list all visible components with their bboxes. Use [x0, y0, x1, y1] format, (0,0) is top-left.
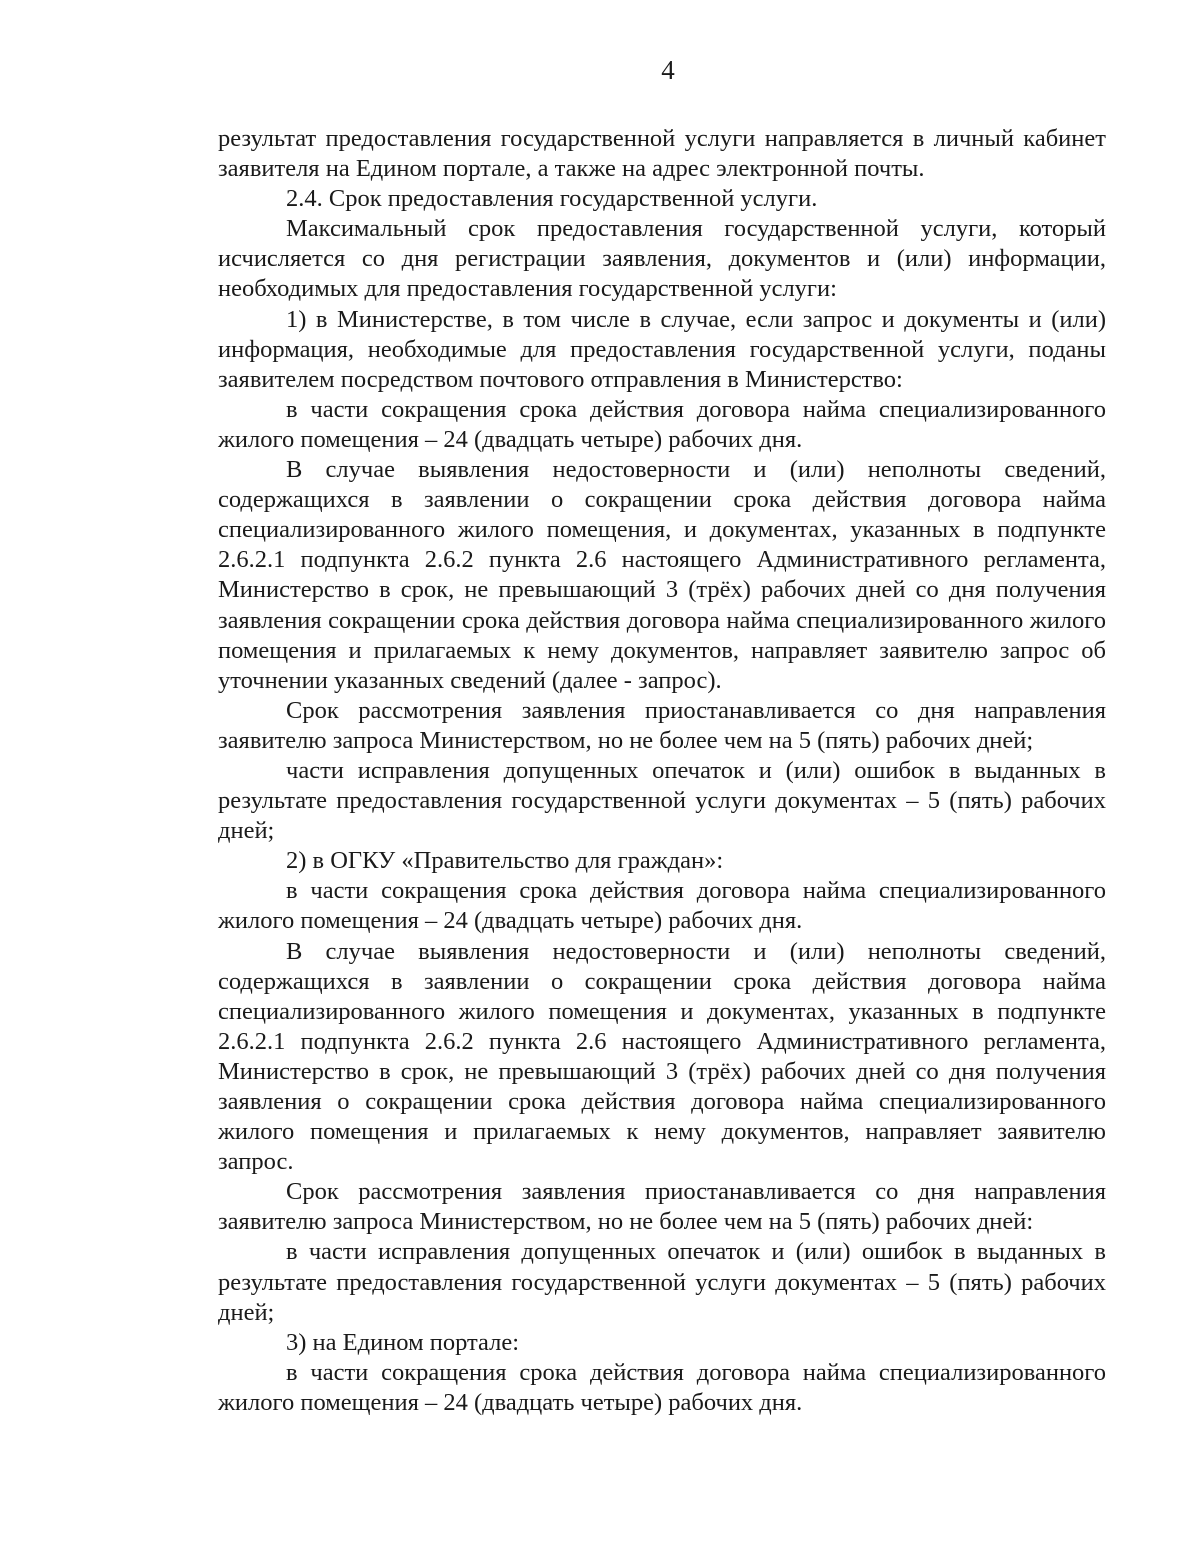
paragraph-term-24-days: в части сокращения срока действия договора найма специализированного жилого помещения – 24 (двадцать четыре) рабочих дня.: [218, 1358, 1106, 1416]
document-body: [218, 124, 1106, 1418]
paragraph-inaccuracy-ministry: В случае выявления недостоверности и (или) неполноты сведений, содержащихся в заявлении о сокращении срока действия договора найма специализированного жилого помещения, и документах, указанных в подпункте 2.6.2.1 подпункта 2.6.2 пункта 2.6 настоящего Административного регламента, Министерство в срок, не превышающий 3 (трёх) рабочих дней со дня получения заявления сокращении срока действия договора найма специализированного жилого помещения и прилагаемых к нему документов, направляет заявителю запрос об уточнении указанных сведений (далее - запрос).: [218, 456, 1106, 694]
paragraph-item-3-portal: 3) на Едином портале:: [286, 1328, 520, 1356]
paragraph-max-term: Максимальный срок предоставления государственной услуги, который исчисляется со дня регистрации заявления, документов и (или) информации, необходимых для предоставления государственной услуги:: [218, 215, 1106, 303]
paragraph-term-24-days: в части сокращения срока действия договора найма специализированного жилого помещения – 24 (двадцать четыре) рабочих дня.: [218, 877, 1106, 935]
paragraph-typo-correction: части исправления допущенных опечаток и (или) ошибок в выданных в результате предоставления государственной услуги документах – 5 (пять) рабочих дней;: [218, 756, 1106, 845]
paragraph-result-delivery: результат предоставления государственной услуги направляется в личный кабинет заявителя на Едином портале, а также на адрес электронной почты.: [218, 125, 1106, 183]
paragraph-term-24-days: в части сокращения срока действия договора найма специализированного жилого помещения – 24 (двадцать четыре) рабочих дня.: [218, 395, 1106, 453]
paragraph-item-2-ogku: 2) в ОГКУ «Правительство для граждан»:: [286, 847, 724, 875]
paragraph-suspension: Срок рассмотрения заявления приостанавливается со дня направления заявителю запроса Министерством, но не более чем на 5 (пять) рабочих дней;: [218, 696, 1106, 754]
paragraph-typo-correction: в части исправления допущенных опечаток и (или) ошибок в выданных в результате предоставления государственной услуги документах – 5 (пять) рабочих дней;: [218, 1238, 1106, 1326]
page-number: 4: [661, 55, 675, 85]
paragraph-suspension: Срок рассмотрения заявления приостанавливается со дня направления заявителю запроса Министерством, но не более чем на 5 (пять) рабочих дней:: [218, 1178, 1106, 1236]
section-heading-2-4: 2.4. Срок предоставления государственной услуги.: [286, 185, 818, 213]
paragraph-item-1-ministry: 1) в Министерстве, в том числе в случае, если запрос и документы и (или) информация, необходимые для предоставления государственной услуги, поданы заявителем посредством почтового отправления в Министерство:: [218, 305, 1106, 393]
paragraph-inaccuracy-ogku: В случае выявления недостоверности и (или) неполноты сведений, содержащихся в заявлении о сокращении срока действия договора найма специализированного жилого помещения и документах, указанных в подпункте 2.6.2.1 подпункта 2.6.2 пункта 2.6 настоящего Административного регламента, Министерство в срок, не превышающий 3 (трёх) рабочих дней со дня получения заявления о сокращении срока действия договора найма специализированного жилого помещения и прилагаемых к нему документов, направляет заявителю запрос.: [218, 937, 1106, 1176]
